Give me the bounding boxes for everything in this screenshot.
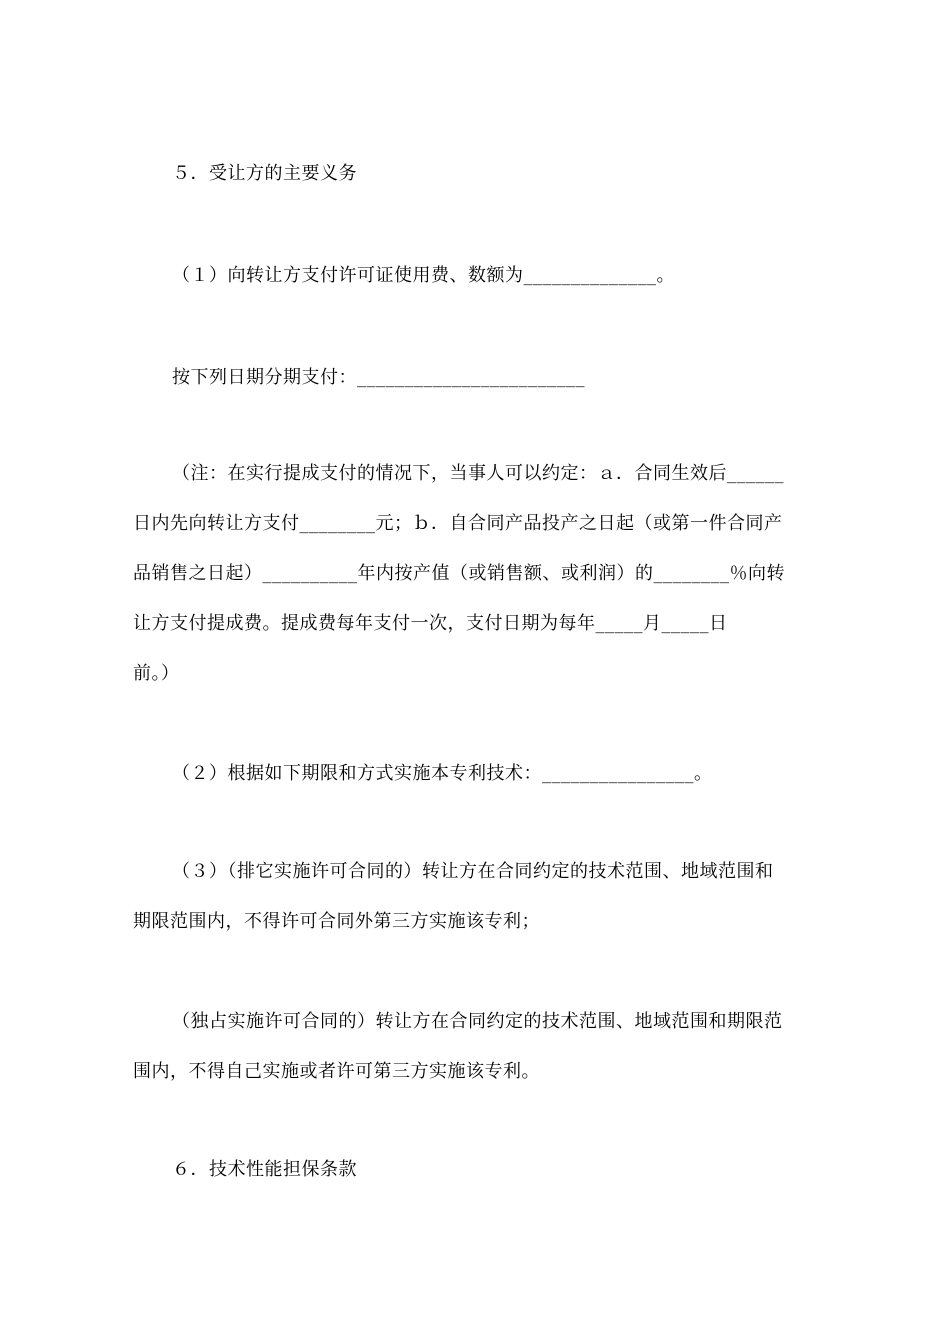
note-line: （注：在实行提成支付的情况下，当事人可以约定：ａ．合同生效后______ xyxy=(172,463,784,484)
note-line: 日内先向转让方支付________元；ｂ．自合同产品投产之日起（或第一件合同产 xyxy=(133,513,783,534)
note-line: 让方支付提成费。提成费每年支付一次，支付日期为每年_____月_____日 xyxy=(133,613,728,634)
exclusive-line: 围内，不得自己实施或者许可第三方实施该专利。 xyxy=(133,1061,540,1082)
exclusive-line: （独占实施许可合同的）转让方在合同约定的技术范围、地域范围和期限范 xyxy=(172,1011,783,1032)
item-3-line: （３）（排它实施许可合同的）转让方在合同约定的技术范围、地域范围和 xyxy=(172,861,774,882)
note-line: 品销售之日起）__________年内按产值（或销售额、或利润）的________％向转 xyxy=(133,563,785,584)
item-3-line: 期限范围内，不得许可合同外第三方实施该专利； xyxy=(133,911,540,932)
note-line: 前。） xyxy=(133,663,180,684)
section-6-heading: ６．技术性能担保条款 xyxy=(172,1159,357,1180)
section-5-heading: ５．受让方的主要义务 xyxy=(172,163,357,184)
item-2-paragraph: （２）根据如下期限和方式实施本专利技术：________________。 xyxy=(172,763,713,784)
installment-paragraph: 按下列日期分期支付：________________________ xyxy=(172,367,585,388)
item-1-paragraph: （１）向转让方支付许可证使用费、数额为______________。 xyxy=(172,265,675,286)
